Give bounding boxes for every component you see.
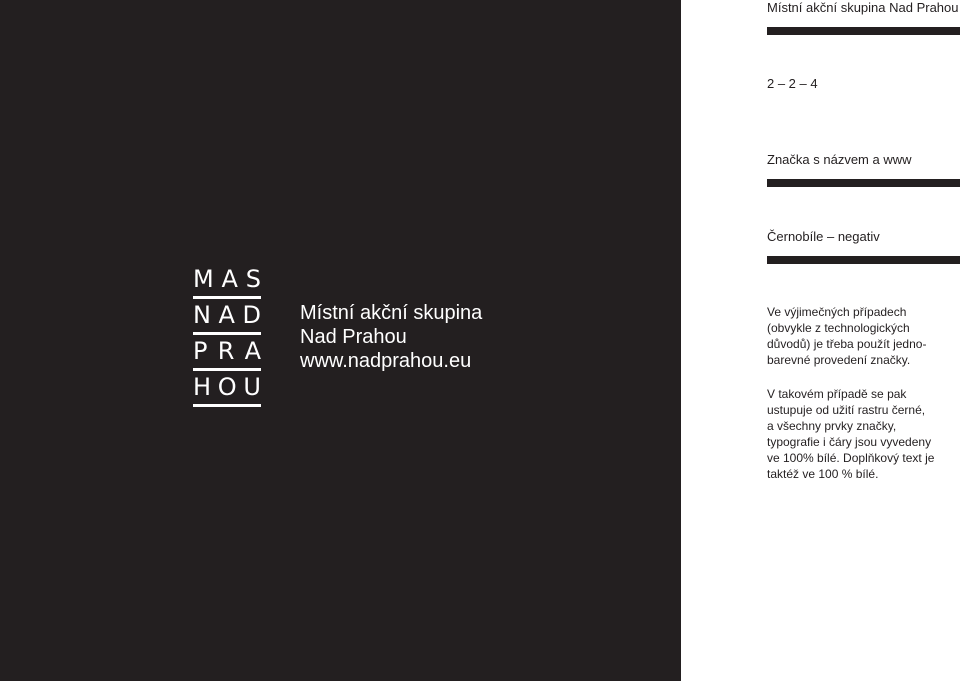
logo-bar [193, 404, 261, 407]
logo-bar [193, 332, 261, 335]
logo-row-3 [193, 339, 261, 363]
section-title: Značka s názvem a www [767, 152, 912, 167]
divider-rule [767, 256, 960, 264]
logo-letter: A [244, 337, 261, 365]
text-line: důvodů) je třeba použít jedno- [767, 337, 927, 351]
brand-website: www.nadprahou.eu [300, 350, 472, 372]
description-paragraph-1 [767, 304, 960, 368]
text-line: a všechny prvky značky, [767, 419, 897, 433]
text-line: Ve výjimečných případech [767, 305, 907, 319]
logo-letter: O [217, 373, 237, 401]
logo-letter: A [221, 265, 238, 293]
brand-name-line-2: Nad Prahou [300, 326, 407, 348]
logo-letter: P [193, 337, 208, 365]
logo-bar [193, 296, 261, 299]
divider-rule [767, 27, 960, 35]
logo-letter: M [193, 265, 214, 293]
text-line: typografie i čáry jsou vyvedeny [767, 435, 932, 449]
logo-row-1 [193, 267, 261, 291]
description-paragraph-2 [767, 386, 960, 482]
brand-name-line-1: Místní akční skupina [300, 302, 483, 324]
logo-bar [193, 368, 261, 371]
text-line: ustupuje od užití rastru černé, [767, 403, 926, 417]
text-line: taktéž ve 100 % bílé. [767, 467, 879, 481]
text-line: (obvykle z technologických [767, 321, 910, 335]
page-code: 2 – 2 – 4 [767, 76, 818, 91]
logo-row-4 [193, 375, 261, 399]
logo-letter: A [218, 301, 235, 329]
logo-letter: H [193, 373, 212, 401]
text-line: V takovém případě se pak [767, 387, 907, 401]
org-name: Místní akční skupina Nad Prahou [767, 0, 959, 15]
text-line: ve 100% bílé. Doplňkový text je [767, 451, 935, 465]
text-line: barevné provedení značky. [767, 353, 911, 367]
divider-rule [767, 179, 960, 187]
logo-letter: S [245, 265, 261, 293]
logo-letter: U [243, 373, 261, 401]
logo-letter: D [242, 301, 261, 329]
mas-logo [193, 267, 261, 411]
logo-row-2 [193, 303, 261, 327]
logo-letter: N [193, 301, 211, 329]
brand-text [300, 301, 482, 373]
variant-title: Černobíle – negativ [767, 229, 880, 244]
logo-letter: R [217, 337, 235, 365]
